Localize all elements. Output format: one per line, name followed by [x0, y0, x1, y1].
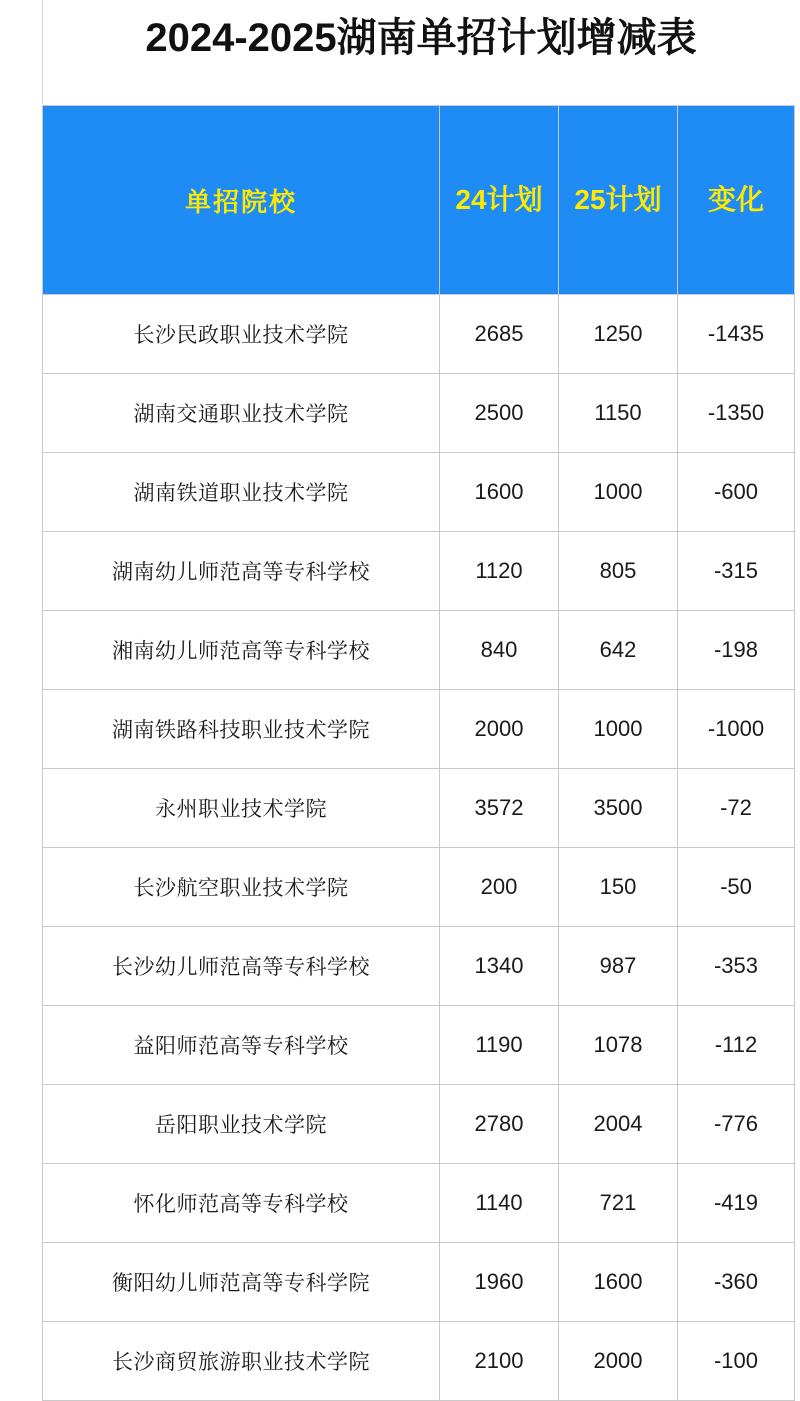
table-body [43, 295, 795, 1401]
table-row [43, 1164, 795, 1243]
cell-plan25: 1600 [559, 1243, 678, 1322]
cell-school: 湖南铁路科技职业技术学院 [43, 690, 440, 769]
cell-plan24: 2780 [440, 1085, 559, 1164]
cell-change: -100 [678, 1322, 795, 1401]
cell-change: -315 [678, 532, 795, 611]
cell-change: -419 [678, 1164, 795, 1243]
column-header-change: 变化 [678, 106, 795, 295]
cell-school: 永州职业技术学院 [43, 769, 440, 848]
cell-school: 湖南幼儿师范高等专科学校 [43, 532, 440, 611]
cell-plan25: 1150 [559, 374, 678, 453]
table-row [43, 848, 795, 927]
table-header [43, 106, 795, 295]
table-row [43, 374, 795, 453]
cell-plan24: 3572 [440, 769, 559, 848]
cell-change: -1000 [678, 690, 795, 769]
cell-school: 岳阳职业技术学院 [43, 1085, 440, 1164]
cell-plan24: 1960 [440, 1243, 559, 1322]
cell-plan25: 642 [559, 611, 678, 690]
title-bar [42, 0, 800, 105]
cell-change: -600 [678, 453, 795, 532]
table-row [43, 532, 795, 611]
plan-change-table [42, 105, 795, 1401]
cell-plan25: 1000 [559, 690, 678, 769]
cell-plan24: 2500 [440, 374, 559, 453]
cell-plan24: 200 [440, 848, 559, 927]
cell-plan24: 840 [440, 611, 559, 690]
table-row [43, 1085, 795, 1164]
cell-school: 长沙航空职业技术学院 [43, 848, 440, 927]
page-title: 2024-2025湖南单招计划增减表 [145, 16, 697, 60]
cell-change: -50 [678, 848, 795, 927]
cell-plan25: 3500 [559, 769, 678, 848]
column-header-school: 单招院校 [43, 106, 440, 295]
table-row [43, 1006, 795, 1085]
cell-plan25: 2000 [559, 1322, 678, 1401]
cell-school: 益阳师范高等专科学校 [43, 1006, 440, 1085]
cell-school: 长沙民政职业技术学院 [43, 295, 440, 374]
table-row [43, 927, 795, 1006]
left-margin-rail [0, 0, 43, 1353]
cell-change: -360 [678, 1243, 795, 1322]
document-content [42, 0, 800, 1374]
cell-plan24: 1190 [440, 1006, 559, 1085]
table-row [43, 1243, 795, 1322]
column-header-plan24: 24计划 [440, 106, 559, 295]
column-header-plan25: 25计划 [559, 106, 678, 295]
cell-plan24: 1340 [440, 927, 559, 1006]
cell-school: 衡阳幼儿师范高等专科学院 [43, 1243, 440, 1322]
table-row [43, 690, 795, 769]
cell-school: 湖南交通职业技术学院 [43, 374, 440, 453]
table-row [43, 611, 795, 690]
cell-plan25: 805 [559, 532, 678, 611]
cell-change: -1435 [678, 295, 795, 374]
cell-plan24: 2100 [440, 1322, 559, 1401]
table-row [43, 453, 795, 532]
cell-plan24: 2685 [440, 295, 559, 374]
cell-plan24: 1600 [440, 453, 559, 532]
cell-school: 长沙幼儿师范高等专科学校 [43, 927, 440, 1006]
table-header-row [43, 106, 795, 295]
cell-school: 湖南铁道职业技术学院 [43, 453, 440, 532]
cell-change: -1350 [678, 374, 795, 453]
cell-plan25: 150 [559, 848, 678, 927]
cell-school: 湘南幼儿师范高等专科学校 [43, 611, 440, 690]
cell-school: 长沙商贸旅游职业技术学院 [43, 1322, 440, 1401]
cell-change: -112 [678, 1006, 795, 1085]
cell-change: -776 [678, 1085, 795, 1164]
cell-plan25: 2004 [559, 1085, 678, 1164]
cell-change: -72 [678, 769, 795, 848]
cell-plan25: 1078 [559, 1006, 678, 1085]
cell-plan25: 721 [559, 1164, 678, 1243]
table-container [42, 105, 800, 1401]
table-row [43, 769, 795, 848]
table-row [43, 1322, 795, 1401]
cell-school: 怀化师范高等专科学校 [43, 1164, 440, 1243]
cell-change: -198 [678, 611, 795, 690]
cell-change: -353 [678, 927, 795, 1006]
cell-plan25: 987 [559, 927, 678, 1006]
cell-plan25: 1000 [559, 453, 678, 532]
cell-plan25: 1250 [559, 295, 678, 374]
cell-plan24: 1140 [440, 1164, 559, 1243]
cell-plan24: 1120 [440, 532, 559, 611]
table-row [43, 295, 795, 374]
cell-plan24: 2000 [440, 690, 559, 769]
